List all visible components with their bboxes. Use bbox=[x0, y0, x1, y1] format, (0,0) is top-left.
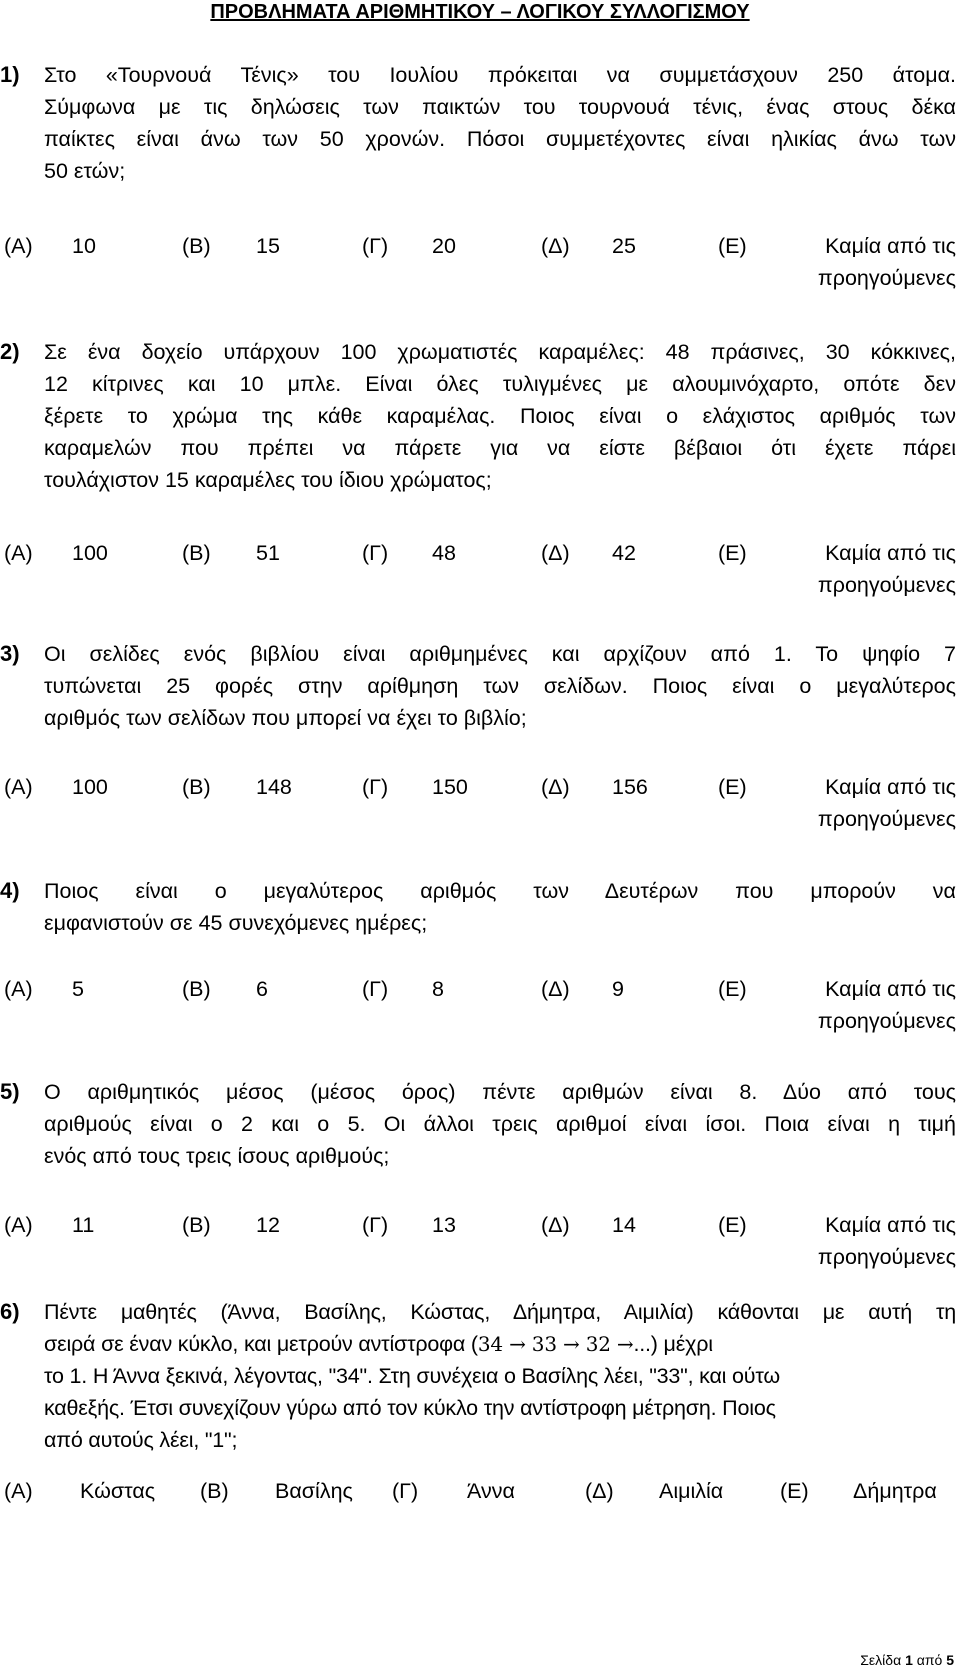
problem-6-options bbox=[0, 1475, 960, 1507]
option-a-value: 100 bbox=[72, 541, 108, 565]
option-e-line2: προηγούμενες bbox=[817, 807, 956, 831]
option-e-value bbox=[756, 230, 956, 294]
option-b-value: 12 bbox=[256, 1213, 280, 1237]
option-e-line1: Καμία από τις bbox=[825, 541, 956, 565]
problem-2-options bbox=[0, 537, 960, 601]
problem-text-line: Σύμφωνα με τις δηλώσεις των παικτών του τουρνουά τένις, ένας στους δέκα bbox=[44, 95, 956, 119]
problem-6-text bbox=[44, 1296, 956, 1456]
option-d-value: Αιμιλία bbox=[659, 1479, 724, 1503]
problem-4-text bbox=[44, 875, 956, 939]
problem-text-line: παίκτες είναι άνω των 50 χρονών. Πόσοι συμμετέχοντες είναι ηλικίας άνω των bbox=[44, 127, 956, 151]
option-a-value: 10 bbox=[72, 234, 96, 258]
problem-text-line: τουλάχιστον 15 καραμέλες του ίδιου χρώματος; bbox=[44, 468, 492, 492]
problem-text-line: Οι σελίδες ενός βιβλίου είναι αριθμημένες και αρχίζουν από 1. Το ψηφίο 7 bbox=[44, 642, 956, 666]
problem-text-line: ξέρετε το χρώμα της κάθε καραμέλας. Ποιος είναι ο ελάχιστος αριθμός των bbox=[44, 404, 956, 428]
option-d-value: 9 bbox=[612, 977, 624, 1001]
problem-text-line: καραμελών που πρέπει να πάρετε για να είστε βέβαιοι ότι έχετε πάρει bbox=[44, 436, 956, 460]
option-a-value: Κώστας bbox=[80, 1479, 156, 1503]
option-d-value: 14 bbox=[612, 1213, 636, 1237]
option-d-value: 25 bbox=[612, 234, 636, 258]
option-e-line2: προηγούμενες bbox=[817, 573, 956, 597]
option-e-label: (Ε) bbox=[718, 541, 747, 565]
option-b-value: 148 bbox=[256, 775, 292, 799]
problem-text-line: το 1. Η Άννα ξεκινά, λέγοντας, "34". Στη συνέχεια ο Βασίλης λέει, "33", και ούτω bbox=[44, 1364, 780, 1388]
problem-6-number: 6) bbox=[0, 1299, 20, 1324]
option-c-label: (Γ) bbox=[362, 1213, 389, 1237]
problem-text-line: Στο «Τουρνουά Τένις» του Ιουλίου πρόκειται να συμμετάσχουν 250 άτομα. bbox=[44, 63, 956, 87]
option-b-value: Βασίλης bbox=[275, 1479, 353, 1503]
problem-text-line: από αυτούς λέει, "1"; bbox=[44, 1428, 238, 1452]
problem-text-line bbox=[44, 1328, 956, 1360]
problem-text-line: τυπώνεται 25 φορές στην αρίθμηση των σελίδων. Ποιος είναι ο μεγαλύτερος bbox=[44, 674, 956, 698]
option-b-value: 6 bbox=[256, 977, 268, 1001]
option-e-line1: Καμία από τις bbox=[825, 977, 956, 1001]
page-footer bbox=[860, 1651, 954, 1669]
option-e-line1: Καμία από τις bbox=[825, 234, 956, 258]
option-e-label: (Ε) bbox=[780, 1479, 809, 1503]
option-d-value: 42 bbox=[612, 541, 636, 565]
problem-3-text bbox=[44, 638, 956, 734]
option-c-value: 48 bbox=[432, 541, 456, 565]
problem-2-text bbox=[44, 336, 956, 496]
option-c-label: (Γ) bbox=[392, 1479, 419, 1503]
problem-text-line: καθεξής. Έτσι συνεχίζουν γύρω από τον κύκλο την αντίστροφη μέτρηση. Ποιος bbox=[44, 1396, 776, 1420]
option-d-label: (Δ) bbox=[541, 977, 570, 1001]
option-c-value: 8 bbox=[432, 977, 444, 1001]
option-c-value: 150 bbox=[432, 775, 468, 799]
problem-3-options bbox=[0, 771, 960, 835]
option-c-value: Άννα bbox=[467, 1479, 515, 1503]
problem-text-line: εμφανιστούν σε 45 συνεχόμενες ημέρες; bbox=[44, 911, 428, 935]
option-c-label: (Γ) bbox=[362, 234, 389, 258]
problem-text-line: αριθμούς είναι ο 2 και ο 5. Οι άλλοι τρεις αριθμοί είναι ίσοι. Ποια είναι η τιμή bbox=[44, 1112, 956, 1136]
total-pages: 5 bbox=[946, 1652, 954, 1668]
option-b-label: (Β) bbox=[182, 775, 211, 799]
option-c-label: (Γ) bbox=[362, 775, 389, 799]
problem-text-line: 12 κίτρινες και 10 μπλε. Είναι όλες τυλιγμένες με αλουμινόχαρτο, οπότε δεν bbox=[44, 372, 956, 396]
option-e-line1: Καμία από τις bbox=[825, 1213, 956, 1237]
option-e-line2: προηγούμενες bbox=[817, 266, 956, 290]
option-b-label: (Β) bbox=[200, 1479, 229, 1503]
option-e-label: (Ε) bbox=[718, 775, 747, 799]
option-a-label: (Α) bbox=[4, 1213, 33, 1237]
problem-2-number: 2) bbox=[0, 339, 20, 364]
option-c-label: (Γ) bbox=[362, 541, 389, 565]
option-b-value: 15 bbox=[256, 234, 280, 258]
option-e-value bbox=[756, 537, 956, 601]
option-e-line2: προηγούμενες bbox=[817, 1009, 956, 1033]
option-a-label: (Α) bbox=[4, 234, 33, 258]
problem-3-number: 3) bbox=[0, 641, 20, 666]
option-a-label: (Α) bbox=[4, 541, 33, 565]
option-e-line1: Καμία από τις bbox=[825, 775, 956, 799]
problem-4-options bbox=[0, 973, 960, 1037]
problem-5-number: 5) bbox=[0, 1079, 20, 1104]
footer-prefix: Σελίδα bbox=[860, 1652, 906, 1668]
option-e-value: Δήμητρα bbox=[853, 1479, 937, 1503]
problem-1-options bbox=[0, 230, 960, 294]
problem-1-number: 1) bbox=[0, 62, 20, 87]
option-b-label: (Β) bbox=[182, 977, 211, 1001]
option-a-value: 5 bbox=[72, 977, 84, 1001]
countdown-sequence: 34 → 33 → 32 → bbox=[477, 1332, 634, 1356]
option-a-label: (Α) bbox=[4, 775, 33, 799]
problem-5-text bbox=[44, 1076, 956, 1172]
problem-text-line: Σε ένα δοχείο υπάρχουν 100 χρωματιστές καραμέλες: 48 πράσινες, 30 κόκκινες, bbox=[44, 340, 956, 364]
problem-5-options bbox=[0, 1209, 960, 1273]
option-d-label: (Δ) bbox=[541, 775, 570, 799]
option-a-label: (Α) bbox=[4, 1479, 33, 1503]
option-b-label: (Β) bbox=[182, 541, 211, 565]
problem-text-line: ενός από τους τρεις ίσους αριθμούς; bbox=[44, 1144, 390, 1168]
option-b-label: (Β) bbox=[182, 1213, 211, 1237]
option-d-label: (Δ) bbox=[585, 1479, 614, 1503]
option-a-value: 100 bbox=[72, 775, 108, 799]
option-b-value: 51 bbox=[256, 541, 280, 565]
option-e-label: (Ε) bbox=[718, 1213, 747, 1237]
problem-4-number: 4) bbox=[0, 878, 20, 903]
option-e-value bbox=[756, 771, 956, 835]
option-b-label: (Β) bbox=[182, 234, 211, 258]
current-page-number: 1 bbox=[905, 1652, 913, 1668]
problem-6-line2-start: σειρά σε έναν κύκλο, και μετρούν αντίστροφα ( bbox=[44, 1332, 478, 1356]
option-d-value: 156 bbox=[612, 775, 648, 799]
problem-1-text bbox=[44, 59, 956, 187]
problem-text-line: Πέντε μαθητές (Άννα, Βασίλης, Κώστας, Δήμητρα, Αιμιλία) κάθονται με αυτή τη bbox=[44, 1300, 956, 1324]
problem-text-line: Ο αριθμητικός μέσος (μέσος όρος) πέντε αριθμών είναι 8. Δύο από τους bbox=[44, 1080, 956, 1104]
option-e-value bbox=[756, 973, 956, 1037]
option-e-value bbox=[756, 1209, 956, 1273]
problem-text-line: 50 ετών; bbox=[44, 159, 126, 183]
document-title: ΠΡΟΒΛΗΜΑΤΑ ΑΡΙΘΜΗΤΙΚΟΥ – ΛΟΓΙΚΟΥ ΣΥΛΛΟΓΙΣΜΟΥ bbox=[210, 1, 750, 23]
problem-6-line2-end: ...) μέχρι bbox=[633, 1332, 713, 1356]
footer-middle: από bbox=[912, 1652, 947, 1668]
option-a-label: (Α) bbox=[4, 977, 33, 1001]
problem-text-line: Ποιος είναι ο μεγαλύτερος αριθμός των Δευτέρων που μπορούν να bbox=[44, 879, 956, 903]
option-d-label: (Δ) bbox=[541, 541, 570, 565]
option-c-value: 20 bbox=[432, 234, 456, 258]
option-c-value: 13 bbox=[432, 1213, 456, 1237]
option-c-label: (Γ) bbox=[362, 977, 389, 1001]
problem-text-line: αριθμός των σελίδων που μπορεί να έχει το βιβλίο; bbox=[44, 706, 527, 730]
option-d-label: (Δ) bbox=[541, 234, 570, 258]
option-e-line2: προηγούμενες bbox=[817, 1245, 956, 1269]
option-e-label: (Ε) bbox=[718, 234, 747, 258]
option-d-label: (Δ) bbox=[541, 1213, 570, 1237]
option-a-value: 11 bbox=[72, 1213, 95, 1237]
option-e-label: (Ε) bbox=[718, 977, 747, 1001]
